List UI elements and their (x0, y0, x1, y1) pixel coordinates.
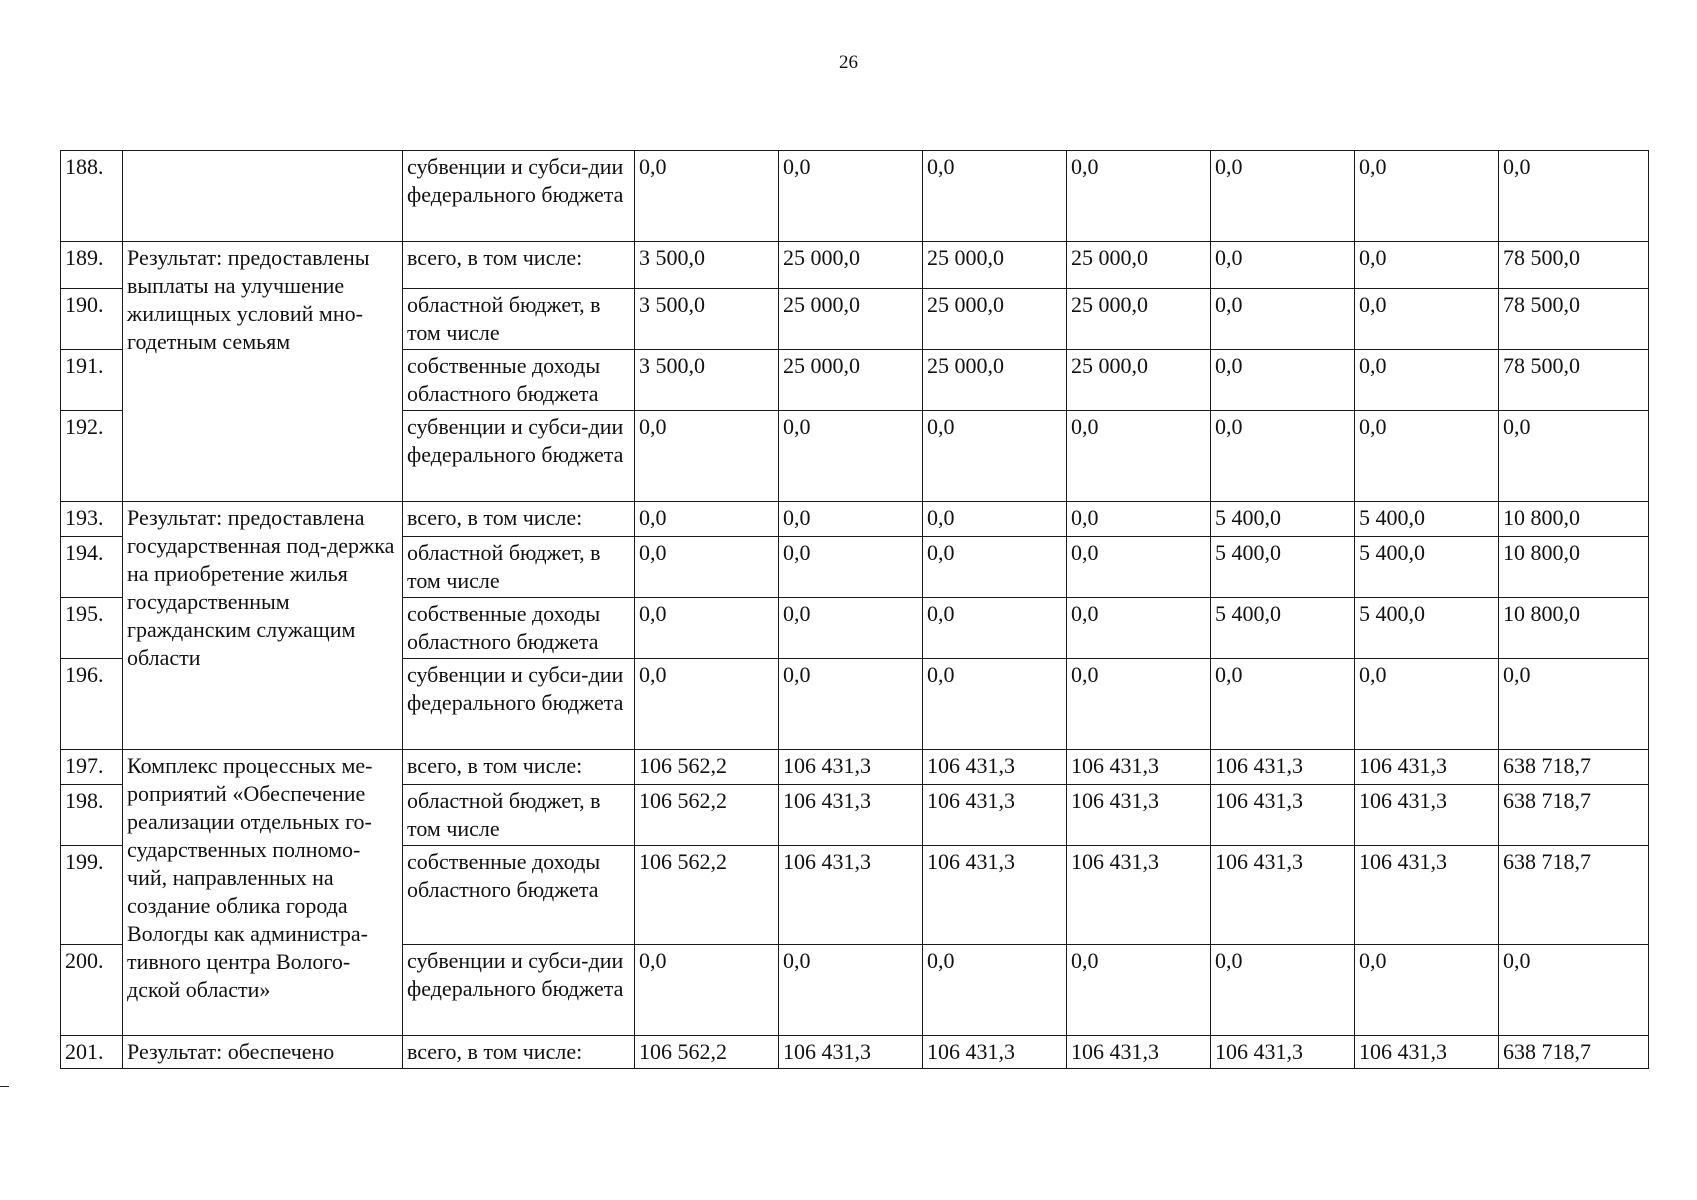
funding-source: всего, в том числе: (403, 502, 635, 537)
row-number: 188. (61, 151, 123, 242)
funding-source: областной бюджет, в том числе (403, 785, 635, 846)
value-cell: 0,0 (779, 502, 923, 537)
value-cell: 0,0 (779, 659, 923, 750)
value-cell: 3 500,0 (635, 242, 779, 289)
value-cell: 25 000,0 (779, 350, 923, 411)
value-cell: 106 431,3 (1211, 785, 1355, 846)
funding-source: всего, в том числе: (403, 1036, 635, 1069)
budget-table (60, 150, 1649, 1069)
value-cell: 0,0 (779, 598, 923, 659)
value-cell: 106 431,3 (923, 785, 1067, 846)
value-cell: 25 000,0 (1067, 242, 1211, 289)
value-cell-total: 78 500,0 (1499, 350, 1649, 411)
value-cell: 106 431,3 (779, 785, 923, 846)
funding-source: всего, в том числе: (403, 750, 635, 785)
funding-source: субвенции и субси-дии федерального бюджета (403, 151, 635, 242)
funding-source: субвенции и субси-дии федерального бюджета (403, 659, 635, 750)
value-cell: 3 500,0 (635, 350, 779, 411)
value-cell-total: 0,0 (1499, 151, 1649, 242)
value-cell: 25 000,0 (923, 242, 1067, 289)
value-cell-total: 0,0 (1499, 411, 1649, 502)
row-number: 195. (61, 598, 123, 659)
value-cell: 0,0 (635, 502, 779, 537)
row-number: 196. (61, 659, 123, 750)
value-cell: 0,0 (923, 945, 1067, 1036)
row-description: Комплекс процессных ме-роприятий «Обеспечение реализации отдельных го-сударственных полномо-чий, направленных на создание облика города Вологды как администра-тивного центра Волого-дской области» (123, 750, 403, 1036)
row-number: 190. (61, 289, 123, 350)
value-cell: 0,0 (1211, 350, 1355, 411)
value-cell-total: 638 718,7 (1499, 1036, 1649, 1069)
value-cell: 0,0 (1067, 598, 1211, 659)
value-cell-total: 638 718,7 (1499, 750, 1649, 785)
value-cell: 106 431,3 (923, 1036, 1067, 1069)
value-cell-total: 0,0 (1499, 945, 1649, 1036)
value-cell: 106 431,3 (1067, 785, 1211, 846)
funding-source: областной бюджет, в том числе (403, 537, 635, 598)
value-cell-total: 0,0 (1499, 659, 1649, 750)
table-row (61, 502, 1649, 537)
value-cell: 0,0 (635, 537, 779, 598)
value-cell: 25 000,0 (1067, 350, 1211, 411)
row-number: 193. (61, 502, 123, 537)
value-cell: 106 431,3 (1067, 750, 1211, 785)
value-cell: 106 562,2 (635, 1036, 779, 1069)
row-number: 200. (61, 945, 123, 1036)
row-description (123, 151, 403, 242)
funding-source: собственные доходы областного бюджета (403, 350, 635, 411)
value-cell: 0,0 (923, 598, 1067, 659)
value-cell: 25 000,0 (923, 350, 1067, 411)
value-cell: 0,0 (779, 411, 923, 502)
value-cell: 0,0 (1355, 350, 1499, 411)
value-cell: 5 400,0 (1355, 598, 1499, 659)
table-row (61, 242, 1649, 289)
value-cell: 0,0 (1067, 945, 1211, 1036)
row-number: 194. (61, 537, 123, 598)
value-cell: 0,0 (923, 502, 1067, 537)
table-row (61, 1036, 1649, 1069)
value-cell: 0,0 (1355, 411, 1499, 502)
value-cell: 0,0 (923, 151, 1067, 242)
funding-source: субвенции и субси-дии федерального бюджета (403, 411, 635, 502)
value-cell: 106 431,3 (1067, 846, 1211, 945)
row-description: Результат: предоставлена государственная под-держка на приобретение жилья государственным гражданским служащим области (123, 502, 403, 750)
value-cell: 0,0 (635, 598, 779, 659)
value-cell: 0,0 (635, 151, 779, 242)
value-cell: 106 431,3 (1355, 750, 1499, 785)
row-number: 189. (61, 242, 123, 289)
value-cell: 25 000,0 (779, 242, 923, 289)
value-cell: 0,0 (923, 659, 1067, 750)
value-cell: 25 000,0 (1067, 289, 1211, 350)
row-number: 192. (61, 411, 123, 502)
value-cell-total: 10 800,0 (1499, 537, 1649, 598)
funding-source: субвенции и субси-дии федерального бюджета (403, 945, 635, 1036)
row-description: Результат: предоставлены выплаты на улучшение жилищных условий мно-годетным семьям (123, 242, 403, 502)
row-number: 197. (61, 750, 123, 785)
value-cell: 25 000,0 (779, 289, 923, 350)
value-cell: 25 000,0 (923, 289, 1067, 350)
value-cell-total: 638 718,7 (1499, 785, 1649, 846)
value-cell: 106 431,3 (779, 750, 923, 785)
value-cell: 0,0 (1067, 502, 1211, 537)
value-cell-total: 638 718,7 (1499, 846, 1649, 945)
value-cell-total: 78 500,0 (1499, 289, 1649, 350)
value-cell: 5 400,0 (1211, 502, 1355, 537)
value-cell: 106 431,3 (1355, 785, 1499, 846)
value-cell: 0,0 (779, 151, 923, 242)
value-cell: 0,0 (923, 537, 1067, 598)
value-cell: 106 562,2 (635, 846, 779, 945)
value-cell: 0,0 (1067, 659, 1211, 750)
page-edge-mark (0, 1086, 9, 1087)
value-cell: 0,0 (635, 945, 779, 1036)
value-cell: 0,0 (779, 945, 923, 1036)
row-number: 198. (61, 785, 123, 846)
value-cell: 0,0 (1211, 151, 1355, 242)
value-cell: 106 431,3 (923, 846, 1067, 945)
value-cell: 0,0 (1067, 537, 1211, 598)
value-cell: 106 562,2 (635, 750, 779, 785)
table-row (61, 151, 1649, 242)
value-cell: 106 431,3 (1067, 1036, 1211, 1069)
value-cell: 5 400,0 (1211, 598, 1355, 659)
funding-source: областной бюджет, в том числе (403, 289, 635, 350)
row-number: 191. (61, 350, 123, 411)
value-cell: 5 400,0 (1355, 502, 1499, 537)
funding-source: всего, в том числе: (403, 242, 635, 289)
value-cell: 106 431,3 (1355, 846, 1499, 945)
value-cell: 5 400,0 (1211, 537, 1355, 598)
value-cell-total: 10 800,0 (1499, 598, 1649, 659)
value-cell: 0,0 (1067, 411, 1211, 502)
value-cell: 0,0 (635, 411, 779, 502)
row-description: Результат: обеспечено (123, 1036, 403, 1069)
value-cell: 106 431,3 (779, 1036, 923, 1069)
value-cell: 106 562,2 (635, 785, 779, 846)
value-cell: 0,0 (1211, 659, 1355, 750)
value-cell: 0,0 (1355, 242, 1499, 289)
value-cell-total: 78 500,0 (1499, 242, 1649, 289)
value-cell: 0,0 (779, 537, 923, 598)
table-row (61, 750, 1649, 785)
value-cell: 0,0 (1211, 411, 1355, 502)
value-cell: 3 500,0 (635, 289, 779, 350)
value-cell: 106 431,3 (779, 846, 923, 945)
value-cell: 0,0 (1355, 945, 1499, 1036)
value-cell-total: 10 800,0 (1499, 502, 1649, 537)
value-cell: 0,0 (1355, 289, 1499, 350)
value-cell: 0,0 (1211, 945, 1355, 1036)
page-number: 26 (839, 52, 858, 73)
value-cell: 5 400,0 (1355, 537, 1499, 598)
value-cell: 0,0 (1211, 289, 1355, 350)
row-number: 199. (61, 846, 123, 945)
value-cell: 0,0 (1355, 151, 1499, 242)
value-cell: 106 431,3 (923, 750, 1067, 785)
value-cell: 0,0 (1355, 659, 1499, 750)
row-number: 201. (61, 1036, 123, 1069)
value-cell: 0,0 (1067, 151, 1211, 242)
value-cell: 106 431,3 (1211, 750, 1355, 785)
value-cell: 0,0 (1211, 242, 1355, 289)
value-cell: 0,0 (923, 411, 1067, 502)
funding-source: собственные доходы областного бюджета (403, 846, 635, 945)
value-cell: 106 431,3 (1211, 1036, 1355, 1069)
value-cell: 106 431,3 (1211, 846, 1355, 945)
funding-source: собственные доходы областного бюджета (403, 598, 635, 659)
value-cell: 106 431,3 (1355, 1036, 1499, 1069)
value-cell: 0,0 (635, 659, 779, 750)
